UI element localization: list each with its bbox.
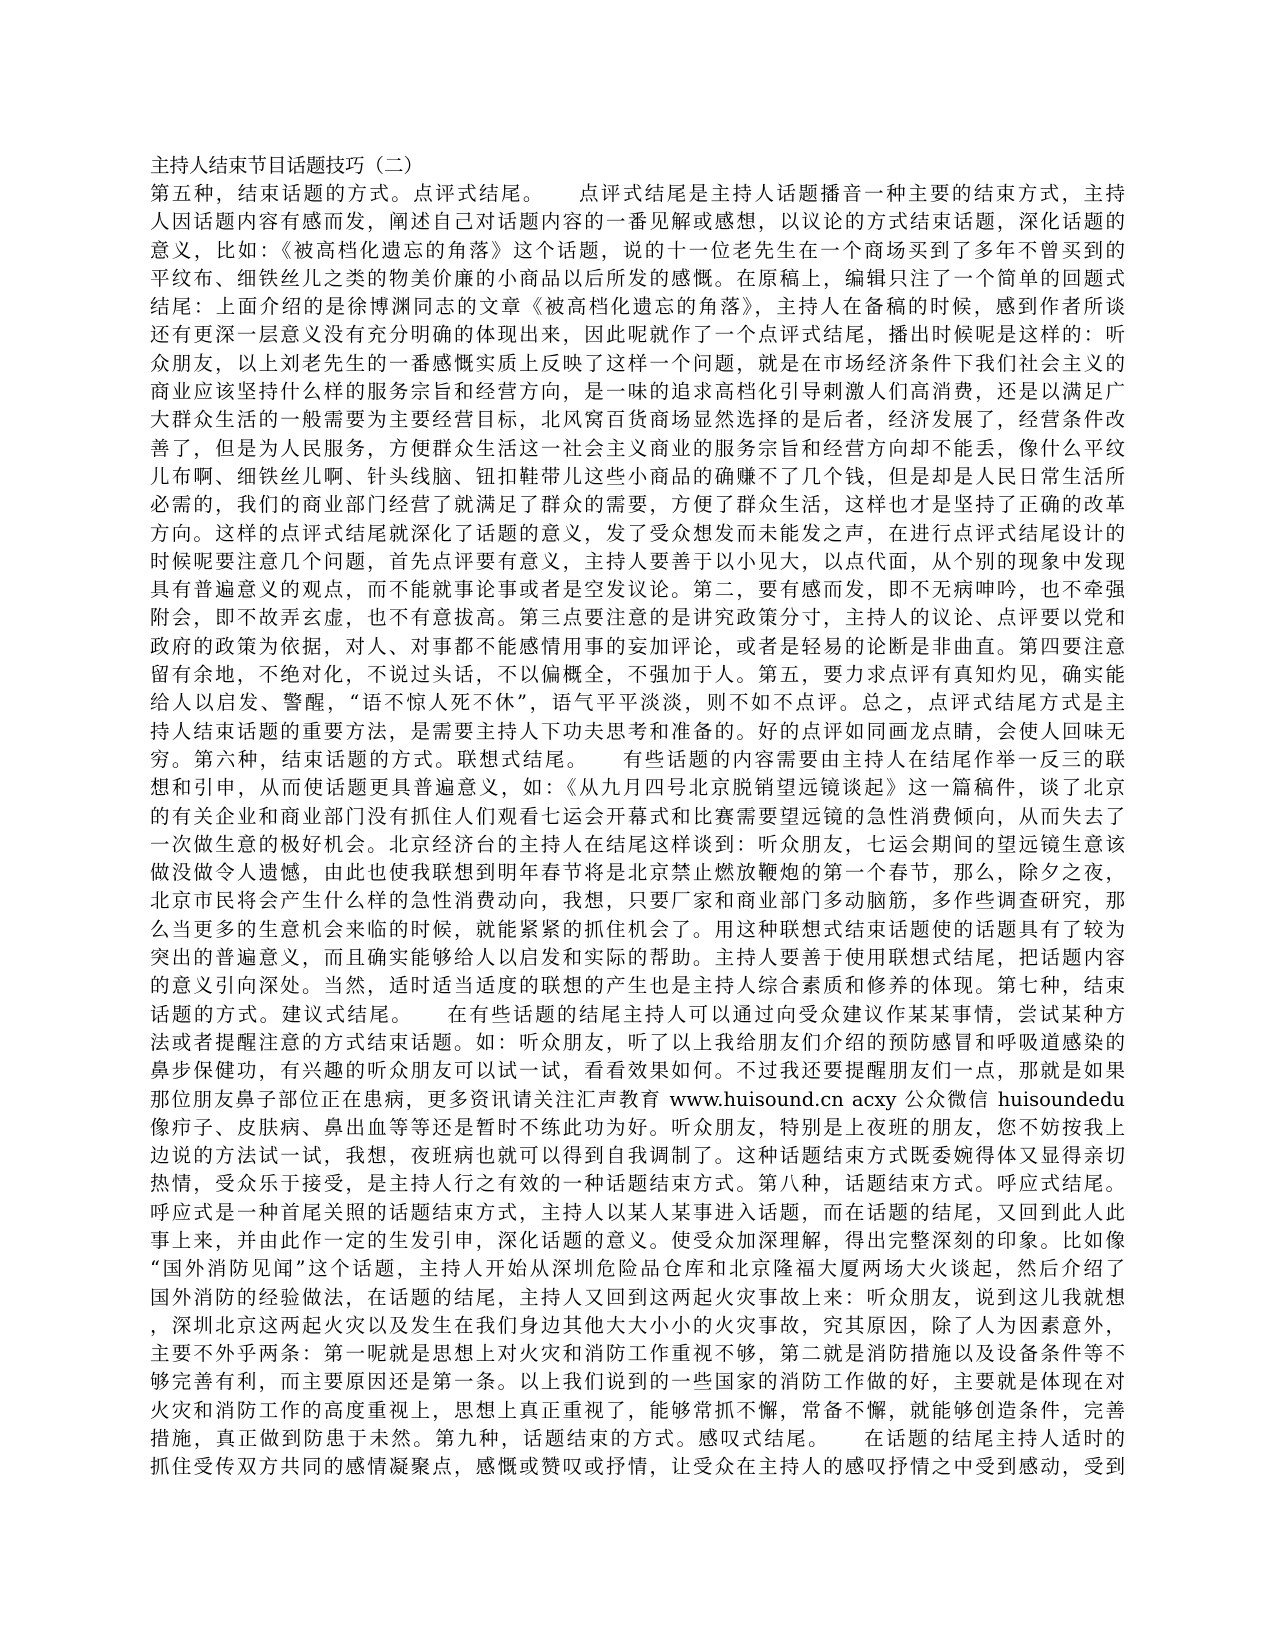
- body-text-line: 做没做令人遗憾，由此也使我联想到明年春节将是北京禁止燃放鞭炮的第一个春节，那么，除夕之夜，: [150, 861, 1125, 885]
- document-body: [150, 180, 1125, 1482]
- body-text-line: 的有关企业和商业部门没有抓住人们观看七运会开幕式和比赛需要望远镜的急性消费倾向，从而失去了: [150, 804, 1125, 828]
- body-text-line: 一次做生意的极好机会。北京经济台的主持人在结尾这样谈到：听众朋友，七运会期间的望远镜生意该: [150, 832, 1125, 856]
- document-title: 主持人结束节目话题技巧（二）: [150, 154, 424, 177]
- body-text-line: ，深圳北京这两起火灾以及发生在我们身边其他大大小小的火灾事故，究其原因，除了人为因素意外，: [150, 1313, 1125, 1337]
- body-text-line: 商业应该坚持什么样的服务宗旨和经营方向，是一味的追求高档化引导刺激人们高消费，还是以满足广: [150, 380, 1125, 404]
- body-text-line: 儿布啊、细铁丝儿啊、针头线脑、钮扣鞋带儿这些小商品的确赚不了几个钱，但是却是人民日常生活所: [150, 464, 1125, 488]
- body-text-line: 抓住受传双方共同的感情凝聚点，感慨或赞叹或抒情，让受众在主持人的感叹抒情之中受到感动，受到: [150, 1455, 1125, 1479]
- body-text-line: 还有更深一层意义没有充分明确的体现出来，因此呢就作了一个点评式结尾，播出时候呢是这样的：听: [150, 323, 1125, 347]
- body-text-line: 么当更多的生意机会来临的时候，就能紧紧的抓住机会了。用这种联想式结束话题使的话题具有了较为: [150, 917, 1125, 941]
- body-text-line: 像疖子、皮肤病、鼻出血等等还是暂时不练此功为好。听众朋友，特别是上夜班的朋友，您不妨按我上: [150, 1115, 1125, 1139]
- body-text-line: 主要不外乎两条：第一呢就是思想上对火灾和消防工作重视不够，第二就是消防措施以及设备条件等不: [150, 1342, 1125, 1366]
- body-text-line: 方向。这样的点评式结尾就深化了话题的意义，发了受众想发而未能发之声，在进行点评式结尾设计的: [150, 521, 1125, 545]
- body-text-line: 附会，即不故弄玄虚，也不有意拔高。第三点要注意的是讲究政策分寸，主持人的议论、点评要以党和: [150, 606, 1125, 630]
- body-text-line: 措施，真正做到防患于未然。第九种，话题结束的方式。感叹式结尾。 在话题的结尾主持人适时的: [150, 1427, 1125, 1451]
- body-text-line: 结尾：上面介绍的是徐博渊同志的文章《被高档化遗忘的角落》，主持人在备稿的时候，感到作者所谈: [150, 295, 1125, 319]
- body-text-line: 善了，但是为人民服务，方便群众生活这一社会主义商业的服务宗旨和经营方向却不能丢，像什么平纹: [150, 436, 1125, 460]
- body-text-line: 国外消防的经验做法，在话题的结尾，主持人又回到这两起火灾事故上来：听众朋友，说到这儿我就想: [150, 1285, 1125, 1309]
- body-text-line: 大群众生活的一般需要为主要经营目标，北风窝百货商场显然选择的是后者，经济发展了，经营条件改: [150, 408, 1125, 432]
- body-text-line: 留有余地，不绝对化，不说过头话，不以偏概全，不强加于人。第五，要力求点评有真知灼见，确实能: [150, 663, 1125, 687]
- body-text-line: 持人结束话题的重要方法，是需要主持人下功夫思考和准备的。好的点评如同画龙点睛，会使人回味无: [150, 719, 1125, 743]
- body-text-line: 想和引申，从而使话题更具普遍意义，如：《从九月四号北京脱销望远镜谈起》这一篇稿件，谈了北京: [150, 776, 1125, 800]
- body-text-line: 众朋友，以上刘老先生的一番感慨实质上反映了这样一个问题，就是在市场经济条件下我们社会主义的: [150, 351, 1125, 375]
- body-text-line: 穷。第六种，结束话题的方式。联想式结尾。 有些话题的内容需要由主持人在结尾作举一反三的联: [150, 747, 1125, 771]
- body-text-line: 法或者提醒注意的方式结束话题。如：听众朋友，听了以上我给朋友们介绍的预防感冒和呼吸道感染的: [150, 1030, 1125, 1054]
- body-text-line: 突出的普遍意义，而且确实能够给人以启发和实际的帮助。主持人要善于使用联想式结尾，把话题内容: [150, 946, 1125, 970]
- body-text-line: 事上来，并由此作一定的生发引申，深化话题的意义。使受众加深理解，得出完整深刻的印象。比如像: [150, 1228, 1125, 1252]
- body-text-line: 具有普遍意义的观点，而不能就事论事或者是空发议论。第二，要有感而发，即不无病呻吟，也不牵强: [150, 578, 1125, 602]
- body-text-line: 必需的，我们的商业部门经营了就满足了群众的需要，方便了群众生活，这样也才是坚持了正确的改革: [150, 493, 1125, 517]
- body-text-line: 第五种，结束话题的方式。点评式结尾。 点评式结尾是主持人话题播音一种主要的结束方式，主持: [150, 182, 1125, 205]
- body-text-line: 话题的方式。建议式结尾。 在有些话题的结尾主持人可以通过向受众建议作某某事情，尝试某种方: [150, 1002, 1125, 1026]
- body-text-line: 平纹布、细铁丝儿之类的物美价廉的小商品以后所发的感慨。在原稿上，编辑只注了一个简单的回题式: [150, 266, 1125, 290]
- body-text-line: 意义，比如：《被高档化遗忘的角落》这个话题，说的十一位老先生在一个商场买到了多年不曾买到的: [150, 238, 1125, 262]
- body-text-line: 那位朋友鼻子部位正在患病，更多资讯请关注汇声教育 www.huisound.cn acxy 公众微信 huisoundedu: [150, 1087, 1125, 1111]
- body-text-line: “国外消防见闻”这个话题，主持人开始从深圳危险品仓库和北京隆福大厦两场大火谈起，然后介绍了: [150, 1257, 1125, 1281]
- body-text-line: 热情，受众乐于接受，是主持人行之有效的一种话题结束方式。第八种，话题结束方式。呼应式结尾。: [150, 1172, 1125, 1196]
- body-text-line: 北京市民将会产生什么样的急性消费动向，我想，只要厂家和商业部门多动脑筋，多作些调查研究，那: [150, 889, 1125, 913]
- body-text-line: 政府的政策为依据，对人、对事都不能感情用事的妄加评论，或者是轻易的论断是非曲直。第四要注意: [150, 634, 1125, 658]
- body-text-line: 时候呢要注意几个问题，首先点评要有意义，主持人要善于以小见大，以点代面，从个别的现象中发现: [150, 549, 1125, 573]
- body-text-line: 火灾和消防工作的高度重视上，思想上真正重视了，能够常抓不懈，常备不懈，就能够创造条件，完善: [150, 1398, 1125, 1422]
- body-text-line: 边说的方法试一试，我想，夜班病也就可以得到自我调制了。这种话题结束方式既委婉得体又显得亲切: [150, 1144, 1125, 1168]
- body-text-line: 给人以启发、警醒，“语不惊人死不休”，语气平平淡淡，则不如不点评。总之，点评式结尾方式是主: [150, 691, 1125, 715]
- body-text-line: 的意义引向深处。当然，适时适当适度的联想的产生也是主持人综合素质和修养的体现。第七种，结束: [150, 974, 1125, 998]
- body-text-line: 呼应式是一种首尾关照的话题结束方式，主持人以某人某事进入话题，而在话题的结尾，又回到此人此: [150, 1200, 1125, 1224]
- body-text-line: 人因话题内容有感而发，阐述自己对话题内容的一番见解或感想，以议论的方式结束话题，深化话题的: [150, 210, 1125, 234]
- body-text-line: 鼻步保健功，有兴趣的听众朋友可以试一试，看看效果如何。不过我还要提醒朋友们一点，那就是如果: [150, 1059, 1125, 1083]
- body-text-line: 够完善有利，而主要原因还是第一条。以上我们说到的一些国家的消防工作做的好，主要就是体现在对: [150, 1370, 1125, 1394]
